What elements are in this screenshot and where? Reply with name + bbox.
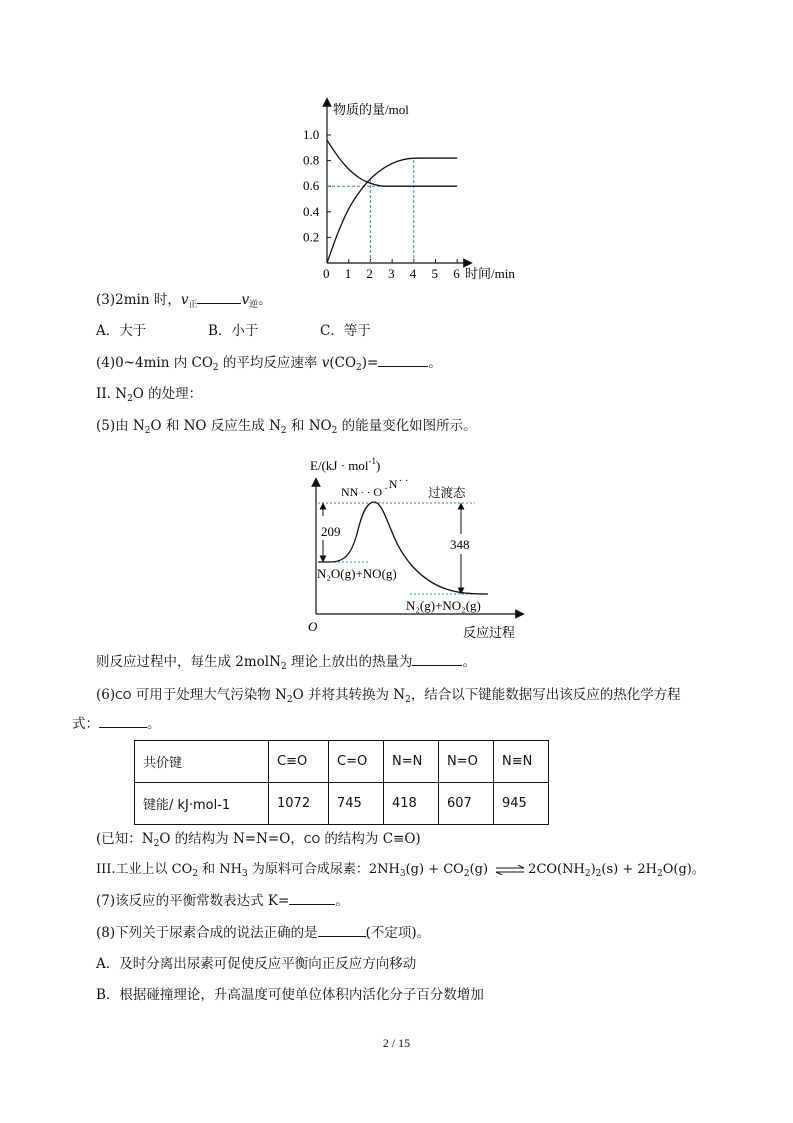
table-cell: 945: [494, 783, 549, 825]
question-6-line2: 式： 。: [72, 716, 161, 732]
table-cell: C=O: [329, 741, 384, 783]
question-4: (4)0~4min 内 $CO_2$ 的平均反应速率 $v(CO_2)=$ 。: [96, 355, 442, 373]
x-axis-label: 时间/min: [465, 266, 515, 281]
table-cell: 1072: [269, 783, 329, 825]
reactants-label: N₂O(g)+NO(g): [317, 566, 397, 581]
option-b[interactable]: B．小于: [208, 323, 259, 339]
transition-state-label: 过渡态: [428, 486, 466, 500]
table-cell: 607: [439, 783, 494, 825]
table-cell: N=O: [439, 741, 494, 783]
energy-x-axis-label: 反应过程: [463, 625, 516, 640]
equilibrium-arrow-icon: [494, 865, 526, 875]
x-tick-label: 5: [431, 266, 438, 281]
answer-blank-7[interactable]: [289, 891, 335, 905]
energy-y-axis-label: E/(kJ · mol$^{-1}$): [310, 456, 381, 473]
question-5: (5)由 $N_2O$ 和 NO 反应生成 $N_2$ 和 $NO_2$ 的能量变化如图所示。: [96, 418, 477, 436]
amount-time-chart: [0, 0, 793, 290]
answer-blank-3[interactable]: [197, 290, 241, 304]
y-tick-label: 0.2: [303, 229, 320, 245]
question-8: (8)下列关于尿素合成的说法正确的是 (不定项)。: [96, 925, 431, 941]
answer-blank-5[interactable]: [412, 652, 462, 666]
x-tick-label: 6: [453, 266, 460, 281]
question-7: (7)该反应的平衡常数表达式 K= 。: [96, 893, 349, 909]
question-6: (6)CO 可用于处理大气污染物 $N_2O$ 并将其转换为 $N_2$，结合以下键能数据写出该反应的热化学方程: [96, 687, 681, 705]
series-line-2: [327, 158, 457, 263]
structure-note: (已知：$N_2O$ 的结构为 N=N=O，CO 的结构为 C≡O): [96, 831, 421, 849]
y-tick-label: 0.8: [303, 152, 320, 168]
y-axis-label: 物质的量/mol: [333, 102, 409, 117]
table-cell: 745: [329, 783, 384, 825]
table-row: [135, 783, 549, 825]
answer-blank-6[interactable]: [99, 714, 147, 728]
energy-change-value: 348: [450, 537, 470, 552]
table-cell: C≡O: [269, 741, 329, 783]
section-3-heading: III.工业上以 $CO_2$ 和 $NH_3$ 为原料可合成尿素：$2NH_3(g) + CO_2(g) 2CO(NH_2)_2(s) + 2H_2O(g)$。: [96, 862, 705, 879]
y-tick-label: 0.6: [303, 178, 320, 194]
x-tick-label: 3: [388, 266, 395, 281]
x-tick-label: 2: [366, 266, 373, 281]
y-tick-label: 0.4: [303, 203, 320, 219]
table-cell: 键能/ kJ·mol-1: [135, 783, 269, 825]
bond-energy-table: [134, 740, 549, 825]
question-5b: 则反应过程中，每生成 2molN$_2$ 理论上放出的热量为 。: [96, 654, 476, 672]
x-tick-label: 1: [344, 266, 352, 281]
table-cell: N≡N: [494, 741, 549, 783]
answer-blank-4[interactable]: [378, 353, 428, 367]
y-tick-label: 1.0: [303, 127, 320, 142]
transition-state-structure: NN · · O ·N· ·: [341, 475, 409, 499]
energy-diagram: [0, 448, 793, 648]
answer-blank-8[interactable]: [318, 923, 366, 937]
question-3: (3)2min 时，$v_正$ $v_逆$。: [96, 292, 272, 310]
option-a[interactable]: A．大于: [96, 323, 147, 339]
products-label: N₂(g)+NO₂(g): [406, 598, 481, 613]
section-2-heading: II. $N_2O$ 的处理：: [96, 386, 203, 404]
table-cell: 共价键: [135, 741, 269, 783]
x-tick-label: 0: [323, 266, 330, 281]
activation-energy-value: 209: [321, 524, 341, 539]
question-3-options: [96, 321, 371, 341]
origin-label: O: [308, 619, 318, 634]
table-cell: 418: [384, 783, 439, 825]
table-cell: N=N: [384, 741, 439, 783]
option-c[interactable]: C．等于: [320, 323, 371, 339]
table-header-row: [135, 741, 549, 783]
question-8-option-b[interactable]: B．根据碰撞理论，升高温度可使单位体积内活化分子百分数增加: [96, 987, 484, 1003]
page-number: 2 / 15: [382, 1036, 411, 1050]
x-tick-label: 4: [409, 266, 417, 281]
question-8-option-a[interactable]: A．及时分离出尿素可促使反应平衡向正反应方向移动: [96, 956, 417, 972]
